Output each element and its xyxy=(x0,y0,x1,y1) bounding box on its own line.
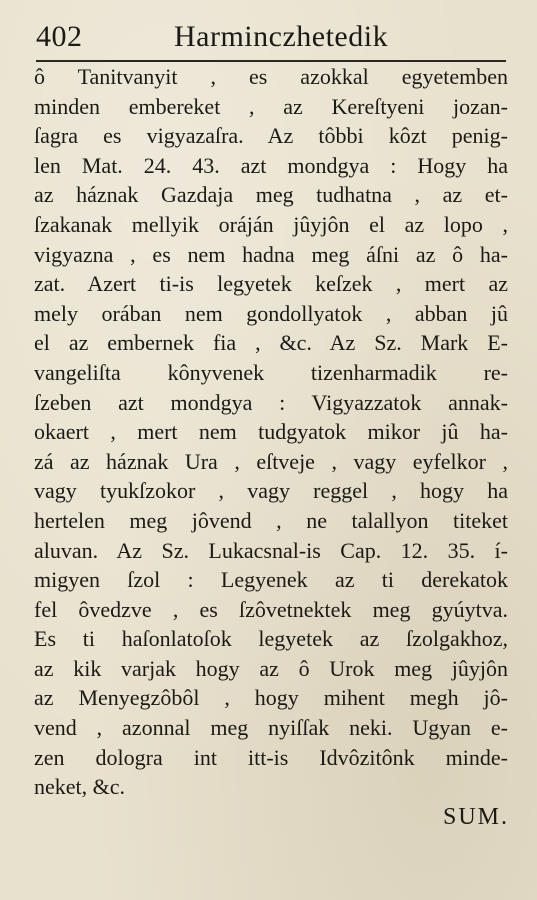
page-header xyxy=(36,18,506,58)
text-line: zen dologra int itt-is Idvôzitônk minde- xyxy=(34,744,508,770)
text-line: ſzeben azt mondgya : Vigyazzatok annak- xyxy=(34,389,508,415)
text-line: hertelen meg jôvend , ne talallyon titeket xyxy=(34,507,508,533)
text-line: fel ôvedzve , es ſzôvetnektek meg gyúytva. xyxy=(34,596,508,622)
text-line: mely orában nem gondollyatok , abban jû xyxy=(34,300,508,326)
text-line: migyen ſzol : Legyenek az ti derekatok xyxy=(34,567,508,593)
text-line: vigyazna , es nem hadna meg áſni az ô ha- xyxy=(34,241,508,267)
text-line: ô Tanitvanyit , es azokkal egyetemben xyxy=(34,64,508,89)
page-number: 402 xyxy=(36,20,83,53)
text-line: az háznak Gazdaja meg tudhatna , az et- xyxy=(34,182,508,208)
text-line: Es ti haſonlatoſok legyetek az ſzolgakhoz, xyxy=(34,626,508,652)
text-line: az kik varjak hogy az ô Urok meg jûyjôn xyxy=(34,655,508,681)
text-line: len Mat. 24. 43. azt mondgya : Hogy ha xyxy=(34,152,508,178)
text-line: vangeliſta kônyvenek tizenharmadik re- xyxy=(34,359,508,385)
text-line: minden embereket , az Kereſtyeni jozan- xyxy=(34,93,508,119)
catchword: SUM. xyxy=(442,804,509,830)
text-line: vagy tyukſzokor , vagy reggel , hogy ha xyxy=(34,478,508,504)
text-line: az Menyegzôbôl , hogy mihent megh jô- xyxy=(34,685,508,711)
running-title: Harminczhetedik xyxy=(174,20,389,53)
text-line: ſagra es vigyazaſra. Az tôbbi kôzt penig- xyxy=(34,123,508,149)
text-line: zat. Azert ti-is legyetek keſzek , mert az xyxy=(34,271,508,297)
text-line: aluvan. Az Sz. Lukacsnal-is Cap. 12. 35. í- xyxy=(34,537,508,563)
text-line: vend , azonnal meg nyiſſak neki. Ugyan e- xyxy=(34,715,508,741)
text-line: ſzakanak mellyik oráján jûyjôn el az lopo , xyxy=(34,211,508,237)
text-line: el az embernek fia , &c. Az Sz. Mark E- xyxy=(34,330,508,356)
text-line: okaert , mert nem tudgyatok mikor jû ha- xyxy=(34,419,508,445)
body-text xyxy=(34,62,508,802)
text-line: zá az háznak Ura , eſtveje , vagy eyfelkor , xyxy=(34,448,508,474)
text-line: neket, &c. xyxy=(34,774,126,800)
